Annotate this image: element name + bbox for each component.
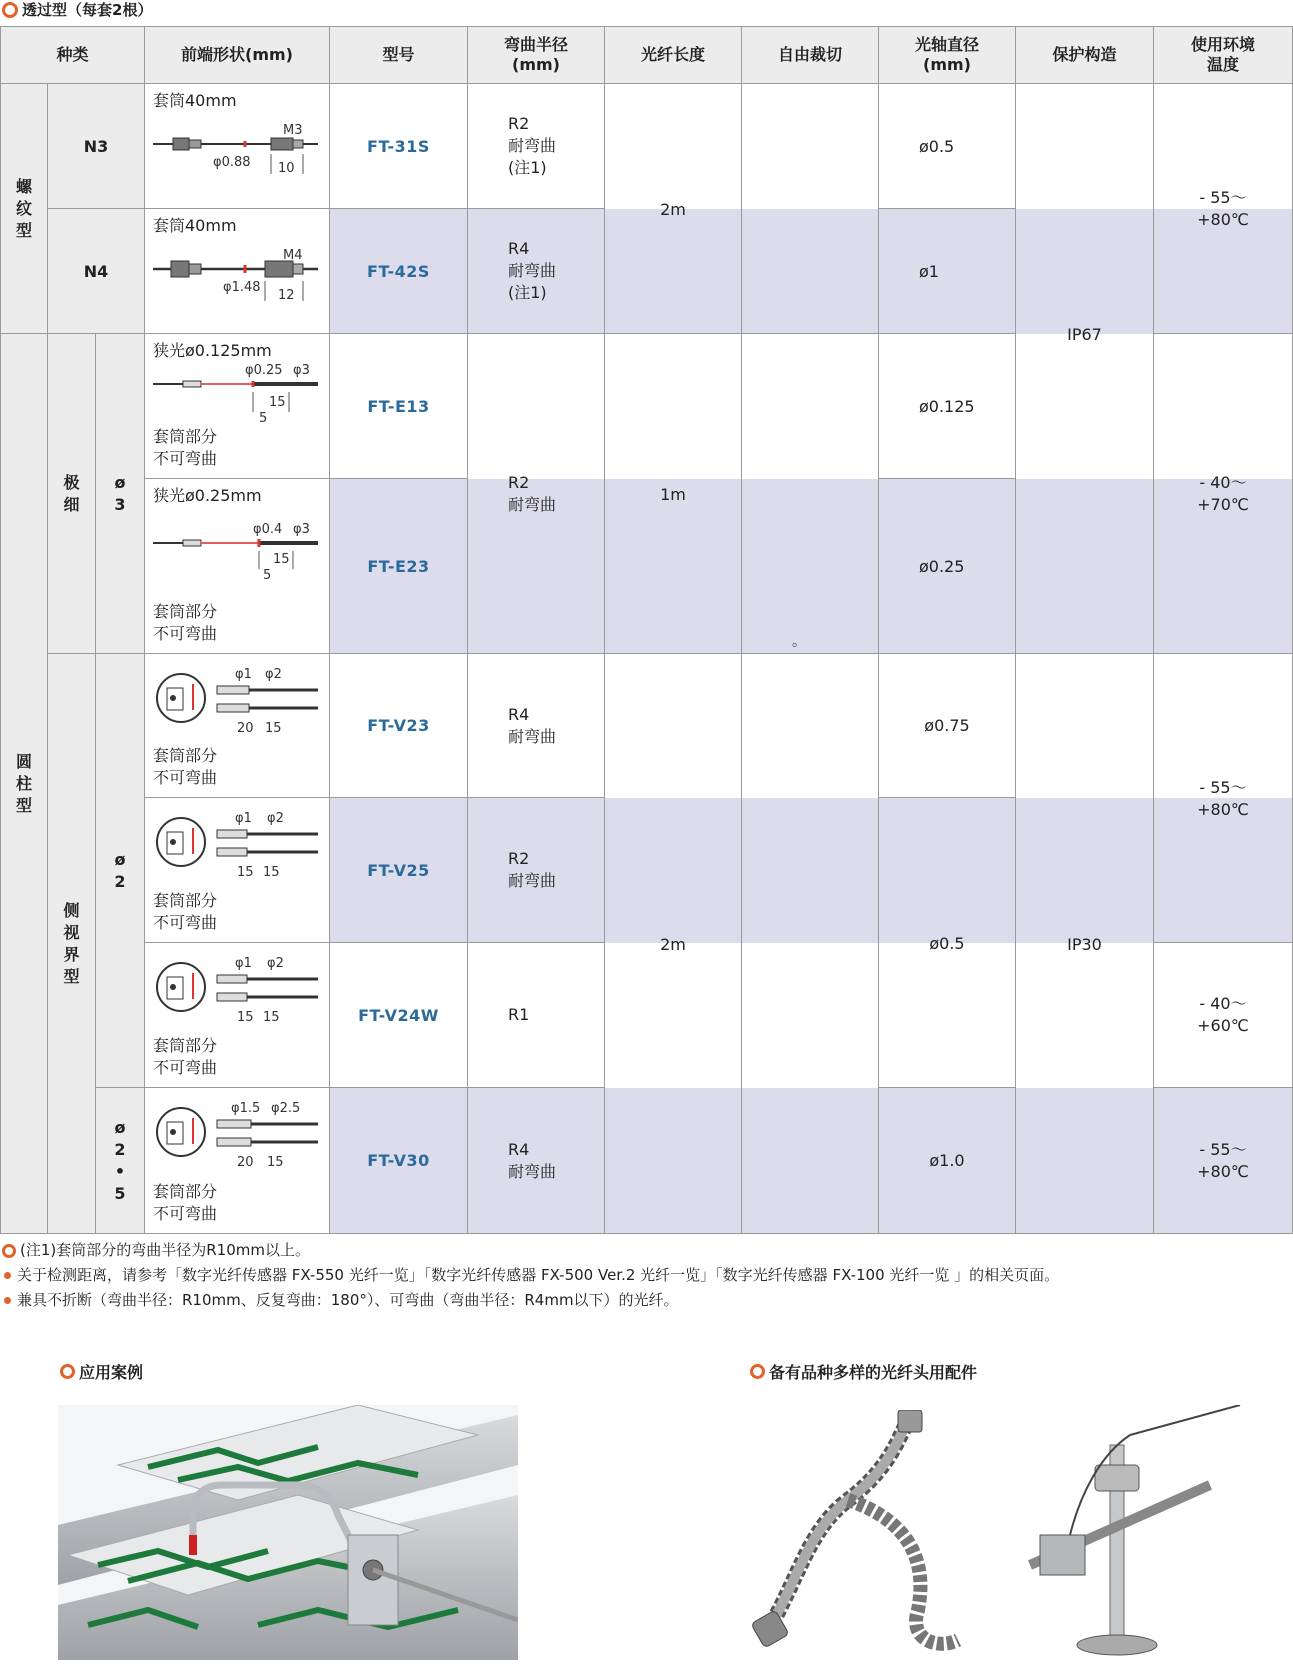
category-dia25: ø2•5 bbox=[96, 1088, 145, 1234]
category-dia3: ø3 bbox=[96, 334, 145, 654]
temp-side-3: - 55～ +80℃ bbox=[1154, 1088, 1293, 1234]
model-ft31s[interactable]: FT-31S bbox=[330, 84, 468, 209]
axis-ftv30: ø1.0 bbox=[879, 1088, 1016, 1234]
temp-thread: - 55～ +80℃ bbox=[1154, 84, 1293, 334]
category-ultra-fine: 极细 bbox=[48, 334, 96, 654]
free-cut-side bbox=[742, 654, 879, 1234]
fiber-side-view-figure bbox=[153, 955, 323, 1029]
shape-title: 套筒40mm bbox=[153, 91, 237, 110]
dot-bullet-icon bbox=[4, 1272, 11, 1279]
shape-note: 套筒部分 不可弯曲 bbox=[153, 427, 218, 468]
model-ft42s[interactable]: FT-42S bbox=[330, 209, 468, 334]
category-thread: 螺纹型 bbox=[0, 84, 48, 334]
category-dia2: ø2 bbox=[96, 654, 145, 1088]
svg-text:φ0.88: φ0.88 bbox=[213, 155, 251, 170]
model-fte23[interactable]: FT-E23 bbox=[330, 479, 468, 654]
shape-title: 狭光ø0.25mm bbox=[153, 486, 262, 505]
section-title-text: 透过型（每套2根） bbox=[22, 1, 153, 19]
svg-text:20: 20 bbox=[237, 721, 254, 736]
header-ambient-temp: 使用环境 温度 bbox=[1154, 26, 1293, 84]
svg-text:5: 5 bbox=[263, 568, 272, 581]
header-axis-diameter: 光轴直径 (mm) bbox=[879, 26, 1016, 84]
ring-bullet-icon bbox=[2, 2, 18, 18]
length-2m-side: 2m bbox=[605, 654, 742, 1234]
svg-text:15: 15 bbox=[269, 395, 286, 410]
spec-table bbox=[0, 26, 1293, 1234]
axis-ft31s: ø0.5 bbox=[879, 84, 1016, 209]
section-title bbox=[0, 0, 152, 20]
category-cylinder: 圆柱型 bbox=[0, 334, 48, 1234]
svg-text:5: 5 bbox=[259, 411, 268, 424]
temp-side-1: - 55～ +80℃ bbox=[1154, 654, 1293, 943]
radius-ft31s: R2 耐弯曲 (注1) bbox=[468, 84, 605, 209]
shape-title: 狭光ø0.125mm bbox=[153, 341, 272, 360]
free-cut-mark: 。 bbox=[792, 634, 806, 650]
svg-text:M4: M4 bbox=[283, 248, 303, 263]
note-3: 兼具不折断（弯曲半径：R10mm、反复弯曲：180°）、可弯曲（弯曲半径：R4mm以下）的光纤。 bbox=[0, 1288, 1059, 1313]
axis-fte13: ø0.125 bbox=[879, 334, 1016, 479]
application-illustration bbox=[58, 1405, 518, 1660]
shape-cell-ftv23 bbox=[145, 654, 330, 798]
protection-ip30: IP30 bbox=[1016, 654, 1154, 1234]
accessory-title: 备有品种多样的光纤头用配件 bbox=[748, 1360, 977, 1383]
note-2: 关于检测距离，请参考「数字光纤传感器 FX-550 光纤一览」「数字光纤传感器 FX-500 Ver.2 光纤一览」「数字光纤传感器 FX-100 光纤一览 」的相关页面。 bbox=[0, 1263, 1059, 1288]
model-ftv25[interactable]: FT-V25 bbox=[330, 798, 468, 943]
header-bend-radius: 弯曲半径 (mm) bbox=[468, 26, 605, 84]
radius-ftv23: R4 耐弯曲 bbox=[468, 654, 605, 798]
shape-cell-ftv25 bbox=[145, 798, 330, 943]
svg-text:12: 12 bbox=[278, 288, 295, 303]
fiber-side-view-figure bbox=[153, 1100, 323, 1174]
header-protection: 保护构造 bbox=[1016, 26, 1154, 84]
svg-text:φ1: φ1 bbox=[235, 956, 252, 971]
shape-note: 套筒部分 不可弯曲 bbox=[153, 602, 218, 643]
category-n4: N4 bbox=[48, 209, 145, 334]
note-1: (注1)套筒部分的弯曲半径为R10mm以上。 bbox=[0, 1238, 1059, 1263]
header-model: 型号 bbox=[330, 26, 468, 84]
svg-text:15: 15 bbox=[273, 552, 290, 567]
shape-cell-fte23 bbox=[145, 479, 330, 654]
free-cut-fine bbox=[742, 334, 879, 654]
shape-note: 套筒部分 不可弯曲 bbox=[153, 891, 218, 932]
svg-text:15: 15 bbox=[265, 721, 282, 736]
shape-note: 套筒部分 不可弯曲 bbox=[153, 1182, 218, 1223]
notes bbox=[0, 1238, 1059, 1313]
model-ftv23[interactable]: FT-V23 bbox=[330, 654, 468, 798]
svg-text:φ1.48: φ1.48 bbox=[223, 280, 261, 295]
svg-text:φ2: φ2 bbox=[267, 956, 284, 971]
protection-ip67: IP67 bbox=[1016, 84, 1154, 654]
ring-bullet-icon bbox=[2, 1244, 16, 1258]
shape-cell-ft31s bbox=[145, 84, 330, 209]
svg-text:φ3: φ3 bbox=[293, 363, 310, 378]
svg-text:φ2: φ2 bbox=[267, 811, 284, 826]
svg-text:φ0.25: φ0.25 bbox=[245, 363, 283, 378]
header-type: 种类 bbox=[0, 26, 145, 84]
fiber-side-view-figure bbox=[153, 666, 323, 740]
svg-text:φ2: φ2 bbox=[265, 667, 282, 682]
shape-cell-ft42s bbox=[145, 209, 330, 334]
shape-note: 套筒部分 不可弯曲 bbox=[153, 1036, 218, 1077]
mounting-stand-illustration bbox=[1010, 1405, 1250, 1660]
radius-ftv30: R4 耐弯曲 bbox=[468, 1088, 605, 1234]
temp-fine: - 40～ +70℃ bbox=[1154, 334, 1293, 654]
shape-note: 套筒部分 不可弯曲 bbox=[153, 746, 218, 787]
svg-text:φ1.5: φ1.5 bbox=[231, 1101, 261, 1116]
svg-text:10: 10 bbox=[278, 161, 295, 176]
application-title: 应用案例 bbox=[58, 1360, 143, 1383]
svg-text:M3: M3 bbox=[283, 123, 303, 138]
header-free-cut: 自由裁切 bbox=[742, 26, 879, 84]
ring-bullet-icon bbox=[60, 1364, 75, 1379]
shape-cell-ftv30 bbox=[145, 1088, 330, 1234]
svg-text:15: 15 bbox=[237, 865, 254, 880]
fiber-fine-figure bbox=[153, 517, 323, 581]
svg-text:15: 15 bbox=[263, 865, 280, 880]
fiber-thread-figure bbox=[153, 247, 323, 307]
svg-text:φ1: φ1 bbox=[235, 667, 252, 682]
axis-fte23: ø0.25 bbox=[879, 479, 1016, 654]
flexible-arm-illustration bbox=[748, 1410, 998, 1655]
model-fte13[interactable]: FT-E13 bbox=[330, 334, 468, 479]
length-1m: 1m bbox=[605, 334, 742, 654]
shape-cell-fte13 bbox=[145, 334, 330, 479]
radius-ft42s: R4 耐弯曲 (注1) bbox=[468, 209, 605, 334]
radius-ftv25: R2 耐弯曲 bbox=[468, 798, 605, 943]
svg-text:15: 15 bbox=[267, 1155, 284, 1170]
radius-ftv24w: R1 bbox=[468, 943, 605, 1088]
fiber-thread-figure bbox=[153, 122, 323, 182]
axis-ftv23: ø0.75 bbox=[879, 654, 1016, 798]
length-2m-thread: 2m bbox=[605, 84, 742, 334]
axis-ft42s: ø1 bbox=[879, 209, 1016, 334]
category-side-view: 侧视界型 bbox=[48, 654, 96, 1234]
fiber-fine-figure bbox=[153, 362, 323, 424]
model-ftv24w[interactable]: FT-V24W bbox=[330, 943, 468, 1088]
model-ftv30[interactable]: FT-V30 bbox=[330, 1088, 468, 1234]
category-n3: N3 bbox=[48, 84, 145, 209]
svg-text:φ1: φ1 bbox=[235, 811, 252, 826]
free-cut-thread bbox=[742, 84, 879, 334]
svg-text:φ2.5: φ2.5 bbox=[271, 1101, 301, 1116]
axis-ftv25-ftv24w: ø0.5 bbox=[879, 798, 1016, 1088]
shape-title: 套筒40mm bbox=[153, 216, 237, 235]
radius-fte: R2 耐弯曲 bbox=[468, 334, 605, 654]
header-tip-shape: 前端形状(mm) bbox=[145, 26, 330, 84]
svg-text:15: 15 bbox=[237, 1010, 254, 1025]
temp-side-2: - 40～ +60℃ bbox=[1154, 943, 1293, 1088]
svg-text:15: 15 bbox=[263, 1010, 280, 1025]
svg-text:φ3: φ3 bbox=[293, 522, 310, 537]
fiber-side-view-figure bbox=[153, 810, 323, 884]
svg-text:20: 20 bbox=[237, 1155, 254, 1170]
svg-text:φ0.4: φ0.4 bbox=[253, 522, 283, 537]
shape-cell-ftv24w bbox=[145, 943, 330, 1088]
ring-bullet-icon bbox=[750, 1364, 765, 1379]
dot-bullet-icon bbox=[4, 1297, 11, 1304]
header-fiber-length: 光纤长度 bbox=[605, 26, 742, 84]
